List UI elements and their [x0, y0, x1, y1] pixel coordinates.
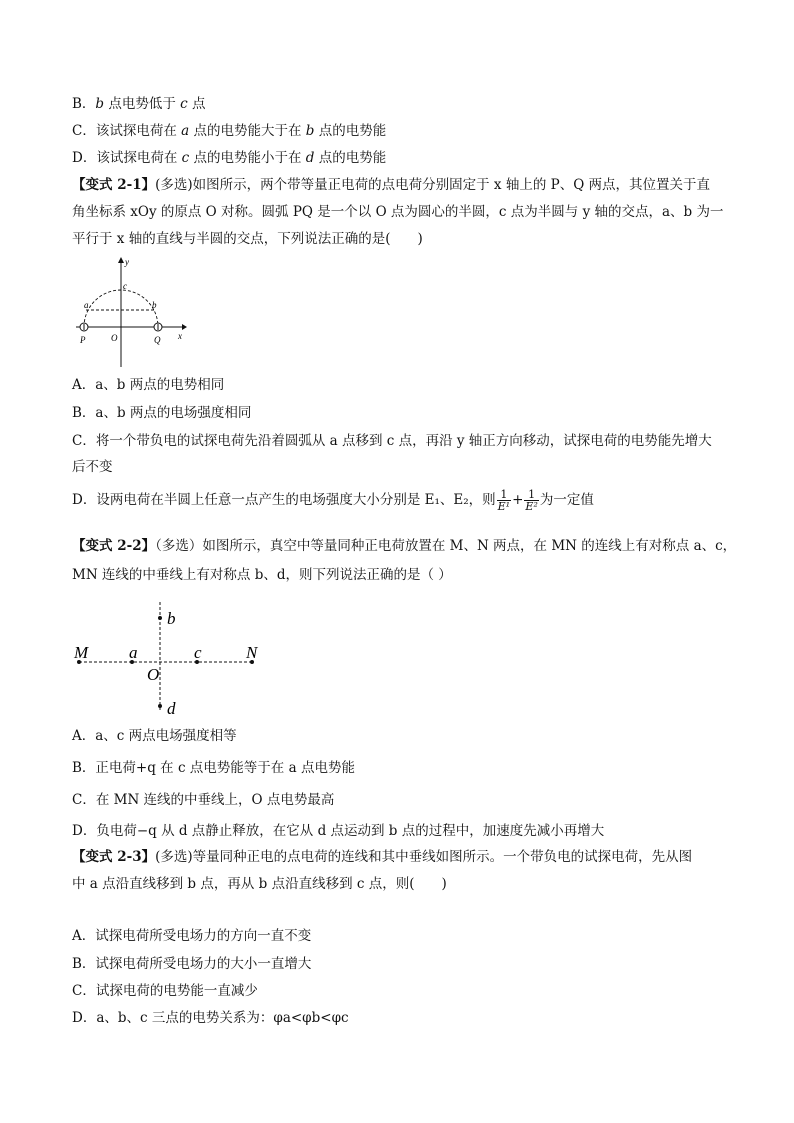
label-c: c: [123, 281, 127, 291]
v21-option-d-text: D．设两电荷在半圆上任意一点产生的电场强度大小分别是 E₁、E₂，则: [72, 492, 496, 508]
label-x: x: [178, 331, 182, 341]
fraction-2: [524, 489, 538, 512]
option-text: 点的电势能: [314, 150, 387, 166]
label-m: M: [74, 643, 89, 662]
label-b: b: [167, 609, 176, 628]
label-q: Q: [154, 335, 161, 345]
v21-option-b: B．a、b 两点的电场强度相同: [72, 405, 252, 421]
label-o: O: [111, 333, 118, 343]
fraction-numerator: 1: [497, 489, 511, 501]
v22-option-d: D．负电荷−q 从 d 点静止释放，在它从 d 点运动到 b 点的过程中，加速度先减小再增大: [72, 823, 605, 839]
v22-stem-line-1: [72, 537, 736, 555]
v21-option-a: A．a、b 两点的电势相同: [72, 377, 225, 393]
option-b: [72, 95, 206, 113]
v21-stem-line-3: 平行于 x 轴的直线与半圆的交点，下列说法正确的是( ): [72, 231, 423, 247]
option-c-prefix: C．该试探电荷在: [72, 123, 182, 139]
point-label: b: [95, 96, 105, 112]
point-label: c: [181, 150, 190, 166]
label-c: c: [194, 643, 202, 662]
plus-sign: +: [512, 492, 524, 508]
option-b-prefix: B．: [72, 96, 96, 112]
v22-stem-text: （多选）如图所示，真空中等量同种正电荷放置在 M、N 两点，在 MN 的连线上有对称点 a、c，: [155, 538, 737, 554]
option-text: 点的电势能小于在: [189, 150, 306, 166]
v23-tag: 【变式 2-3】: [72, 849, 156, 865]
option-text: 点的电势能大于在: [189, 123, 306, 139]
y-axis-arrow: [118, 257, 124, 263]
v23-option-b: B．试探电荷所受电场力的大小一直增大: [72, 956, 312, 972]
label-p: P: [80, 335, 86, 345]
point-d: [158, 704, 162, 708]
v22-figure: [70, 596, 270, 720]
label-a: a: [84, 300, 89, 310]
label-b: b: [152, 300, 157, 310]
v22-option-c: C．在 MN 连线的中垂线上，O 点电势最高: [72, 792, 335, 808]
label-n: N: [246, 643, 258, 662]
v22-stem-line-2: MN 连线的中垂线上有对称点 b、d，则下列说法正确的是（ ）: [72, 567, 452, 583]
v22-option-b: B．正电荷+q 在 c 点电势能等于在 a 点电势能: [72, 760, 355, 776]
point-b: [158, 616, 162, 620]
option-text: 点: [187, 96, 206, 112]
option-c: [72, 122, 386, 140]
point-label: b: [305, 123, 315, 139]
label-o: O: [147, 665, 160, 684]
v23-stem-text: (多选)等量同种正电的点电荷的连线和其中垂线如图所示。一个带负电的试探电荷，先从图: [155, 849, 693, 865]
option-d-prefix: D．该试探电荷在: [72, 150, 182, 166]
v21-stem-line-2: 角坐标系 xOy 的原点 O 对称。圆弧 PQ 是一个以 O 点为圆心的半圆，c 点为半圆与 y 轴的交点，a、b 为一: [72, 204, 724, 220]
v21-tag: 【变式 2-1】: [72, 177, 156, 193]
v21-option-d: [72, 488, 594, 512]
v23-stem-line-1: [72, 848, 692, 866]
point-label: c: [180, 96, 188, 112]
label-d: d: [167, 699, 176, 718]
v23-option-a: A．试探电荷所受电场力的方向一直不变: [72, 928, 312, 944]
option-text: 点电势低于: [104, 96, 181, 112]
point-label: a: [181, 123, 190, 139]
v21-figure: [70, 255, 190, 370]
v22-tag: 【变式 2-2】: [72, 538, 156, 554]
label-y: y: [125, 257, 129, 267]
fraction-1: [497, 489, 511, 512]
point-label: d: [305, 150, 315, 166]
fraction-denominator: E¹: [497, 500, 511, 513]
label-a: a: [129, 643, 138, 662]
fraction-numerator: 1: [524, 489, 538, 501]
v23-option-d: D．a、b、c 三点的电势关系为：φa<φb<φc: [72, 1010, 349, 1026]
v21-stem-text: (多选)如图所示，两个带等量正电荷的点电荷分别固定于 x 轴上的 P、Q 两点，其位置关于直: [155, 177, 711, 193]
v21-option-c-line-2: 后不变: [72, 459, 113, 475]
option-d: [72, 149, 386, 167]
fraction-denominator: E²: [525, 500, 538, 513]
v23-stem-line-2: 中 a 点沿直线移到 b 点，再从 b 点沿直线移到 c 点，则( ): [72, 876, 447, 892]
v21-stem-line-1: [72, 176, 710, 194]
x-axis-arrow: [182, 324, 187, 330]
option-text: 点的电势能: [314, 123, 387, 139]
v22-option-a: A．a、c 两点电场强度相等: [72, 728, 237, 744]
v23-option-c: C．试探电荷的电势能一直减少: [72, 983, 258, 999]
v21-option-d-tail: 为一定值: [539, 492, 594, 508]
v21-option-c-line-1: C．将一个带负电的试探电荷先沿着圆弧从 a 点移到 c 点，再沿 y 轴正方向移动，试探电荷的电势能先增大: [72, 433, 712, 449]
